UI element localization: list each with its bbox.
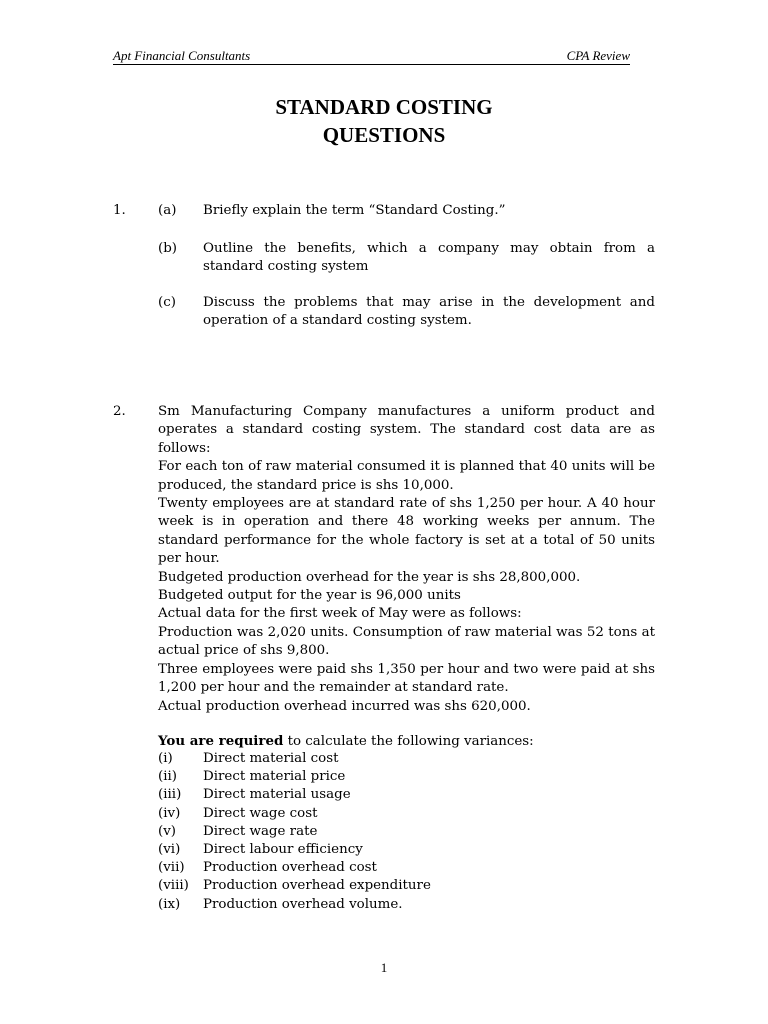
page-title: STANDARD COSTING: [275, 95, 493, 119]
q1-part-a-label: (a): [158, 203, 177, 218]
q2-paragraph: For each ton of raw material consumed it is planned that 40 units will be produced, the standard price is shs 10,000.: [158, 459, 655, 493]
variance-list: [158, 750, 655, 914]
list-item: [158, 841, 655, 859]
list-item: [158, 877, 655, 895]
list-item-text: Direct labour efficiency: [203, 842, 363, 858]
q2-paragraph: Three employees were paid shs 1,350 per hour and two were paid at shs 1,200 per hour and the remainder at standard rate.: [158, 661, 655, 696]
q1-part-b-text: Outline the benefits, which a company may obtain from a standard costing system: [203, 241, 655, 275]
list-item-numeral: (iii): [158, 787, 182, 803]
page-subtitle: QUESTIONS: [322, 123, 446, 147]
list-item-text: Production overhead volume.: [203, 896, 403, 912]
question-2-number: 2.: [113, 404, 126, 419]
list-item-text: Direct wage rate: [203, 823, 318, 839]
list-item-numeral: (iv): [158, 805, 181, 821]
required-rest: to calculate the following variances:: [283, 734, 534, 749]
list-item-text: Production overhead expenditure: [203, 878, 431, 894]
list-item: [158, 805, 655, 823]
list-item: [158, 750, 655, 768]
q2-paragraph: Actual production overhead incurred was shs 620,000.: [158, 698, 531, 714]
list-item-numeral: (vi): [158, 842, 181, 858]
q1-part-c-text: Discuss the problems that may arise in the development and operation of a standard costing system.: [203, 295, 655, 329]
q2-paragraph: Budgeted output for the year is 96,000 units: [158, 588, 461, 604]
required-instruction: [158, 732, 655, 751]
question-1-number: 1.: [113, 203, 126, 218]
header-right: CPA Review: [566, 48, 630, 63]
q1-part-c-label: (c): [158, 295, 176, 310]
q2-paragraph: Twenty employees are at standard rate of shs 1,250 per hour. A 40 hour week is in operation and there 48 working weeks per annum. The standard performance for the whole factory is set at a total of 50 units per hour.: [158, 496, 655, 567]
q2-paragraph: Budgeted production overhead for the year is shs 28,800,000.: [158, 569, 581, 585]
page-number: 1: [380, 960, 388, 975]
q2-paragraph: Production was 2,020 units. Consumption of raw material was 52 tons at actual price of shs 9,800.: [158, 624, 655, 659]
q2-paragraph: Actual data for the first week of May were as follows:: [158, 606, 522, 622]
list-item: [158, 896, 655, 914]
q1-part-b-label: (b): [158, 241, 178, 256]
list-item: [158, 786, 655, 804]
list-item: [158, 768, 655, 786]
header-left: Apt Financial Consultants: [113, 48, 251, 63]
page-header: [113, 48, 630, 65]
required-bold: You are required: [158, 733, 284, 749]
list-item-text: Direct material usage: [203, 787, 351, 803]
q1-part-a-text: Briefly explain the term “Standard Costing.”: [203, 203, 506, 218]
list-item-text: Production overhead cost: [203, 860, 377, 876]
list-item-numeral: (viii): [158, 878, 189, 894]
list-item-text: Direct material price: [203, 769, 346, 785]
list-item-numeral: (ii): [158, 769, 178, 785]
list-item-numeral: (vii): [158, 860, 185, 876]
list-item-text: Direct wage cost: [203, 805, 318, 821]
list-item-numeral: (i): [158, 751, 173, 766]
list-item-text: Direct material cost: [203, 751, 339, 766]
list-item: [158, 823, 655, 841]
list-item-numeral: (v): [158, 823, 177, 839]
list-item-numeral: (ix): [158, 896, 181, 912]
q2-paragraph: Sm Manufacturing Company manufactures a uniform product and operates a standard costing system. The standard cost data are as follows:: [158, 404, 655, 456]
question-2-body: [158, 403, 655, 716]
list-item: [158, 859, 655, 877]
